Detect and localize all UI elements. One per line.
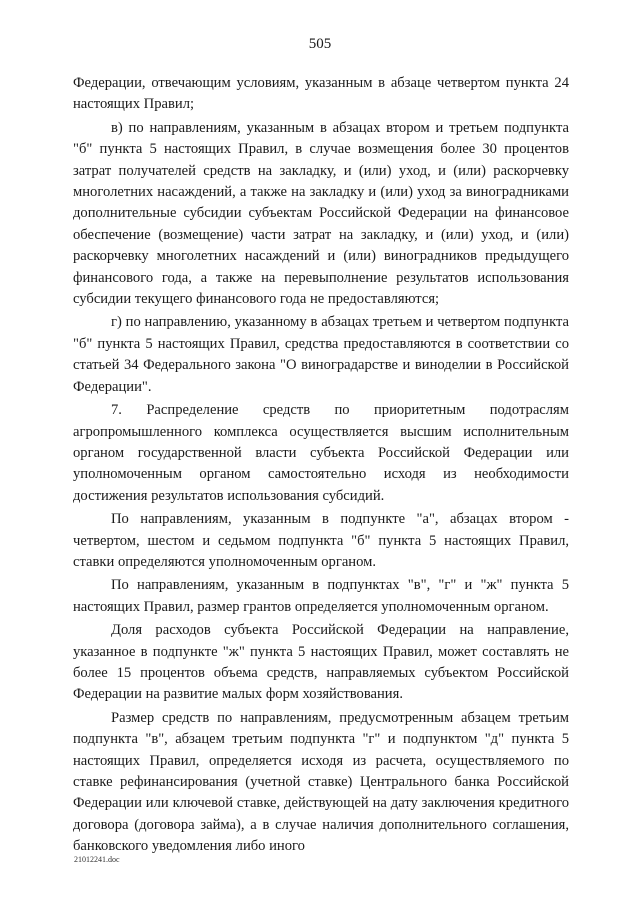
paragraph-continuation: Федерации, отвечающим условиям, указанным в абзаце четвертом пункта 24 настоящих Правил; xyxy=(73,75,569,113)
paragraph-section-7: 7. Распределение средств по приоритетным подотраслям агропромышленного комплекса осуществляется высшим исполнительным органом государственной власти субъекта Российской Федерации или уполномоченным органом самостоятельно исходя из необходимости достижения результатов использования субсидий. xyxy=(73,402,569,504)
paragraph-expense-share: Доля расходов субъекта Российской Федерации на направление, указанное в подпункте "ж" пункта 5 настоящих Правил, может составлять не более 15 процентов объема средств, направляемых субъектом Российской Федерации на развитие малых форм хозяйствования. xyxy=(73,622,569,703)
document-body xyxy=(73,73,569,858)
footer-file-name: 21012241.doc xyxy=(74,855,120,864)
page-number: 505 xyxy=(308,36,332,52)
paragraph-item-v: в) по направлениям, указанным в абзацах втором и третьем подпункта "б" пункта 5 настоящих Правил, в случае возмещения более 30 процентов затрат получателей средств на закладку, и (или) уход, и (или) раскорчевку многолетних насаждений, а также на закладку и (или) уход за виноградниками дополнительные субсидии субъектам Российской Федерации на финансовое обеспечение (возмещение) части затрат на закладку, и (или) уход, и (или) раскорчевку многолетних насаждений и (или) виноградников предыдущего финансового года, а также на перевыполнение результатов использования субсидии текущего финансового года не предоставляются; xyxy=(73,119,569,308)
paragraph-item-g: г) по направлению, указанному в абзацах третьем и четвертом подпункта "б" пункта 5 настоящих Правил, средства предоставляются в соответствии со статьей 34 Федерального закона "О виноградарстве и виноделии в Российской Федерации". xyxy=(73,314,569,395)
paragraph-funds-size: Размер средств по направлениям, предусмотренным абзацем третьим подпункта "в", абзацем третьим подпункта "г" и подпунктом "д" пункта 5 настоящих Правил, определяется исходя из расчета, осуществляемого по ставке рефинансирования (учетной ставке) Центрального банка Российской Федерации или ключевой ставке, действующей на дату заключения кредитного договора (договора займа), а в случае наличия дополнительного соглашения, банковского уведомления либо иного xyxy=(73,709,569,855)
paragraph-rates: По направлениям, указанным в подпункте "а", абзацах втором - четвертом, шестом и седьмом подпункта "б" пункта 5 настоящих Правил, ставки определяются уполномоченным органом. xyxy=(73,511,569,570)
paragraph-grants: По направлениям, указанным в подпунктах "в", "г" и "ж" пункта 5 настоящих Правил, размер грантов определяется уполномоченным органом. xyxy=(73,577,569,615)
